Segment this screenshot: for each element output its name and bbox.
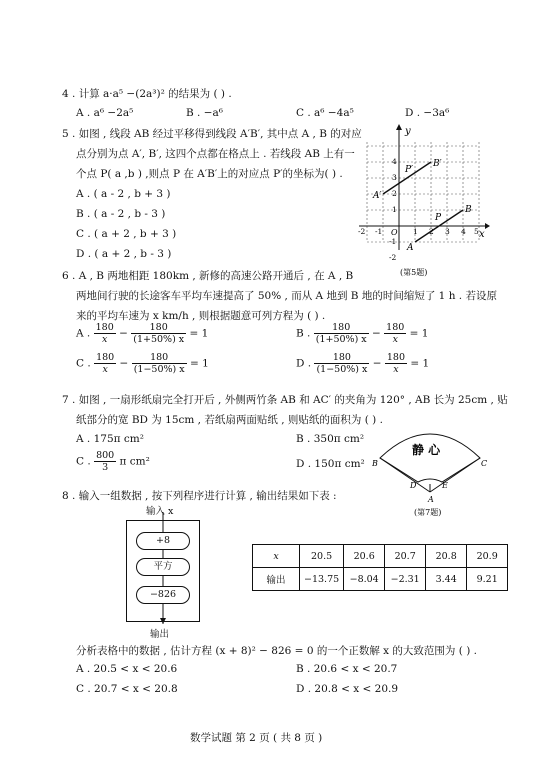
q5-line1: 5 . 如图 , 线段 AB 经过平移得到线段 A′B′, 其中点 A , B 的对应: [62, 128, 362, 140]
q5-grid-figure: [355, 122, 490, 277]
q5-option-b: B . ( a - 2 , b - 3 ): [76, 208, 166, 220]
table-cell: 9.21: [467, 568, 508, 591]
q5-fig-ytick: 1: [392, 205, 397, 214]
q5-fig-axis-x: x: [479, 229, 485, 240]
q5-option-c: C . ( a + 2 , b + 3 ): [76, 228, 177, 240]
q5-fig-label-b: B: [465, 205, 472, 215]
q7-fan-label-b: B: [372, 459, 378, 468]
q5-fig-axis-y: y: [405, 126, 411, 137]
q6-line3: 来的平均车速为 x km/h , 则根据题意可列方程为 ( ) .: [76, 310, 326, 322]
table-head-output: 输出: [253, 568, 300, 591]
flow-step-square: 平方: [136, 558, 190, 576]
q5-fig-label-a-prime: A′: [373, 191, 382, 201]
q5-fig-label-p-prime: P′: [405, 165, 414, 175]
q5-option-a: A . ( a - 2 , b + 3 ): [76, 188, 171, 200]
table-cell: 20.9: [467, 545, 508, 568]
q5-line2: 点分别为点 A′, B′, 这四个点都在格点上 . 若线段 AB 上有一: [76, 148, 355, 160]
table-cell: −2.31: [385, 568, 426, 591]
q7-fan-label-a: A: [428, 495, 434, 504]
q7-option-b: B . 350π cm²: [296, 433, 365, 445]
flow-step-subtract: −826: [136, 586, 190, 604]
q5-line3: 个点 P( a ,b ) ,则点 P 在 A′B′上的对应点 P′的坐标为( ) .: [76, 168, 343, 180]
q5-fig-xtick: -1: [375, 227, 383, 236]
q7-fan-label-d: D: [410, 481, 417, 490]
q5-fig-caption: (第5题): [400, 268, 428, 277]
q7-option-a: A . 175π cm²: [76, 433, 144, 445]
q5-fig-ytick: -1: [389, 237, 397, 246]
q6-line2: 两地间行驶的长途客车平均车速提高了 50% , 而从 A 地到 B 地的时间缩短了 1 h . 若设原: [76, 290, 497, 302]
q7-option-c: C . $\frac{800}{3}$ π cm²: [76, 450, 150, 473]
table-cell: −13.75: [300, 568, 344, 591]
q6-option-d: D . $\frac{180}{(1-50\%) x}$ − $\frac{180}{x}$ = 1: [296, 352, 430, 375]
q4-option-c: C . a⁶ −4a⁵: [296, 107, 354, 119]
q7-fan-figure: [372, 418, 487, 518]
table-cell: 20.5: [300, 545, 344, 568]
table-row: [253, 545, 508, 568]
q5-fig-xtick: 5: [474, 227, 479, 236]
q5-fig-xtick: -2: [358, 227, 366, 236]
q8-analysis: 分析表格中的数据 , 估计方程 (x + 8)² − 826 = 0 的一个正数解 x 的大致范围为 ( ) .: [76, 645, 477, 657]
q5-fig-ytick: 4: [392, 157, 397, 166]
q4-option-b: B . −a⁶: [186, 107, 223, 119]
q6-line1: 6 . A , B 两地相距 180km , 新修的高速公路开通后 , 在 A , B: [62, 270, 354, 282]
q7-option-d: D . 150π cm²: [296, 458, 365, 470]
q5-fig-ytick: -2: [389, 253, 397, 262]
q7-fig-caption: (第7题): [414, 508, 442, 517]
flow-output: 输出: [150, 629, 170, 640]
q5-fig-label-p: P: [435, 213, 442, 223]
q6-option-b: B . $\frac{180}{(1+50\%) x}$ − $\frac{180}{x}$ = 1: [296, 322, 429, 345]
q5-fig-origin: O: [391, 228, 398, 237]
q8-stem: 8 . 输入一组数据 , 按下列程序进行计算 , 输出结果如下表 :: [62, 490, 337, 502]
q8-option-a: A . 20.5 < x < 20.6: [76, 663, 178, 675]
flow-step-add: +8: [136, 532, 190, 550]
q5-fig-xtick: 1: [413, 227, 418, 236]
q7-fan-label-e: E: [442, 481, 448, 490]
q5-fig-label-a: A: [407, 243, 414, 253]
q6-option-c: C . $\frac{180}{x}$ − $\frac{180}{(1-50\%) x}$ = 1: [76, 352, 209, 375]
q4-option-a: A . a⁶ −2a⁵: [76, 107, 134, 119]
q5-fig-xtick: 3: [445, 227, 450, 236]
table-cell: 20.6: [344, 545, 385, 568]
table-cell: 20.7: [385, 545, 426, 568]
q4-option-d: D . −3a⁶: [405, 107, 450, 119]
q7-line2: 纸部分的宽 BD 为 15cm , 若纸扇两面贴纸 , 则贴纸的面积为 ( ) .: [76, 414, 383, 426]
q8-data-table: [252, 544, 508, 591]
flow-arrows: [158, 512, 168, 642]
flow-input: 输入 x: [146, 506, 174, 517]
q7-fan-text: 静 心: [412, 443, 441, 457]
table-row: [253, 568, 508, 591]
q5-fig-ytick: 2: [392, 189, 397, 198]
page-footer: 数学试题 第 2 页 ( 共 8 页 ): [190, 732, 323, 744]
q5-fig-xtick: 2: [429, 227, 434, 236]
table-cell: −8.04: [344, 568, 385, 591]
table-head-x: x: [253, 545, 300, 568]
table-cell: 3.44: [426, 568, 467, 591]
q5-fig-label-b-prime: B′: [433, 159, 442, 169]
q8-option-d: D . 20.8 < x < 20.9: [296, 683, 399, 695]
q5-fig-xtick: 4: [461, 227, 466, 236]
q5-fig-ytick: 3: [392, 173, 397, 182]
q4-stem: 4 . 计算 a·a⁵ −(2a³)² 的结果为 ( ) .: [62, 88, 232, 100]
q7-fan-label-c: C: [481, 459, 487, 468]
q8-option-b: B . 20.6 < x < 20.7: [296, 663, 398, 675]
q7-line1: 7 . 如图 , 一扇形纸扇完全打开后 , 外侧两竹条 AB 和 AC′ 的夹角为 120° , AB 长为 25cm , 贴: [62, 394, 508, 406]
q6-option-a: A . $\frac{180}{x}$ − $\frac{180}{(1+50\%) x}$ = 1: [76, 322, 209, 345]
q8-option-c: C . 20.7 < x < 20.8: [76, 683, 178, 695]
table-cell: 20.8: [426, 545, 467, 568]
q5-option-d: D . ( a + 2 , b - 3 ): [76, 248, 172, 260]
